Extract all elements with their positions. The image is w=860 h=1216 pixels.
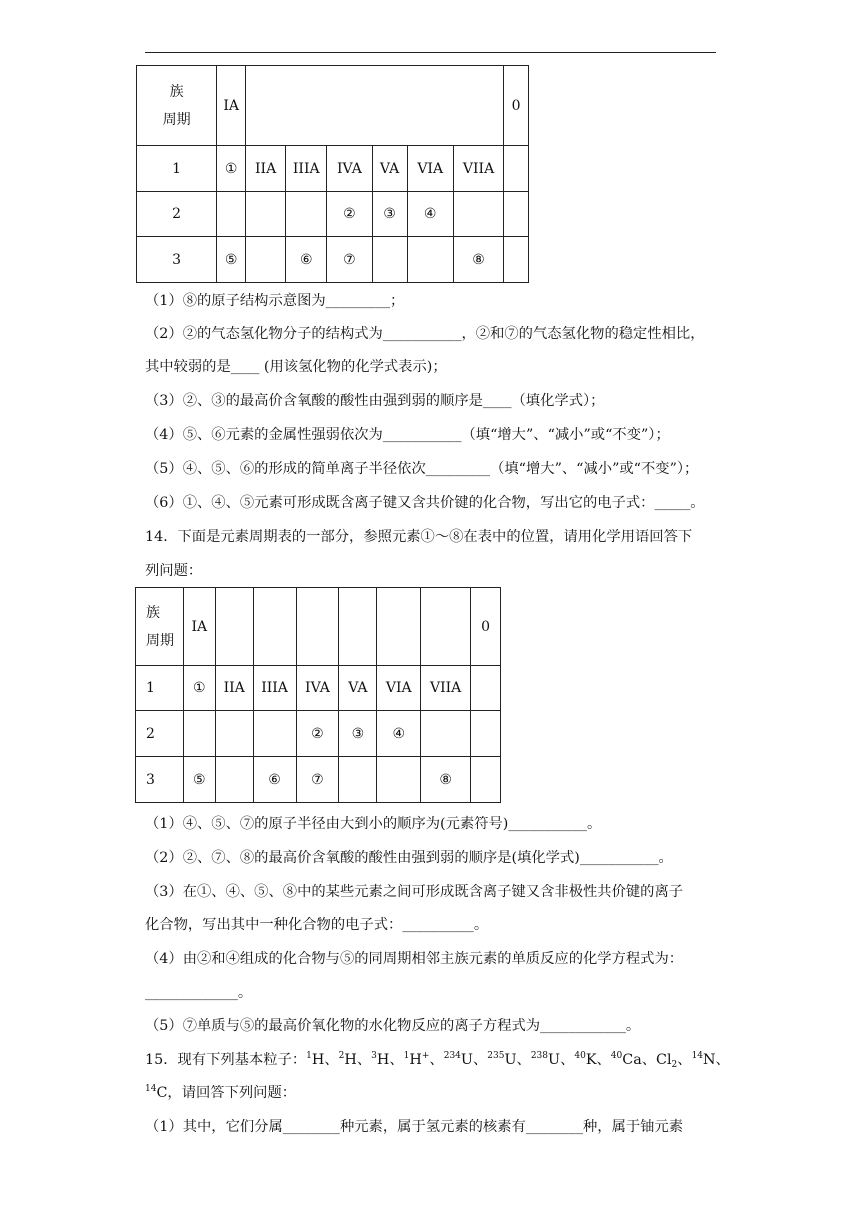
particle bbox=[531, 1052, 560, 1068]
table-cell: 3 bbox=[136, 757, 184, 803]
table-cell bbox=[246, 237, 286, 283]
table-cell: IIIA bbox=[286, 146, 327, 192]
table-cell: ④ bbox=[377, 711, 421, 757]
particle bbox=[444, 1052, 473, 1068]
table-cell: IIA bbox=[246, 146, 286, 192]
q14-item-2: （2）②、⑦、⑧的最高价含氧酸的酸性由强到弱的顺序是(填化学式)___________。 bbox=[145, 850, 673, 866]
col-ia: IA bbox=[183, 588, 215, 666]
particle-mass: 1 bbox=[306, 1051, 312, 1061]
table-cell bbox=[471, 666, 501, 711]
table-row bbox=[137, 146, 529, 192]
table-cell: ② bbox=[296, 711, 339, 757]
particle-symbol: H bbox=[376, 1052, 390, 1068]
table-cell: VA bbox=[372, 146, 407, 192]
particle bbox=[339, 1052, 357, 1068]
particle-mass: 234 bbox=[443, 1051, 461, 1061]
separator: 、 bbox=[356, 1052, 372, 1068]
particle-subscript: 2 bbox=[671, 1060, 678, 1070]
table-cell: IVA bbox=[327, 146, 372, 192]
q15-intro-line2 bbox=[145, 1083, 296, 1103]
col-0: 0 bbox=[471, 588, 501, 666]
col-ia: IA bbox=[217, 66, 246, 146]
q14-item-4a: （4）由②和④组成的化合物与⑤的同周期相邻主族元素的单质反应的化学方程式为： bbox=[145, 951, 684, 967]
particle bbox=[371, 1052, 389, 1068]
q13-item-1: （1）⑧的原子结构示意图为_________； bbox=[145, 293, 405, 309]
table-cell bbox=[504, 237, 529, 283]
table-row bbox=[136, 711, 501, 757]
q15-intro-lead: 15．现有下列基本粒子： bbox=[145, 1052, 307, 1068]
q14-item-5: （5）⑦单质与⑤的最高价氧化物的水化物反应的离子方程式为____________。 bbox=[145, 1018, 641, 1034]
separator: 、 bbox=[641, 1052, 657, 1068]
table-cell bbox=[471, 711, 501, 757]
period-label: 周期 bbox=[162, 111, 191, 128]
table-cell bbox=[377, 588, 421, 666]
q14-intro-a: 14．下面是元素周期表的一部分，参照元素①～⑧在表中的位置，请用化学用语回答下 bbox=[145, 529, 693, 545]
table-cell: ⑦ bbox=[327, 237, 372, 283]
table-cell: IIA bbox=[215, 666, 253, 711]
table-cell: VIA bbox=[407, 146, 453, 192]
particle-symbol: U bbox=[504, 1052, 517, 1068]
periodic-table-2 bbox=[135, 587, 501, 803]
table-cell: ③ bbox=[372, 192, 407, 237]
particle-mass: 14 bbox=[691, 1051, 704, 1061]
table-cell: 1 bbox=[136, 666, 184, 711]
separator: 、 bbox=[677, 1052, 692, 1068]
particle-symbol: N bbox=[703, 1052, 716, 1068]
particle bbox=[487, 1052, 516, 1068]
table-cell: ⑥ bbox=[286, 237, 327, 283]
table-cell: 1 bbox=[137, 146, 217, 192]
header-rule bbox=[145, 52, 716, 53]
table-cell: IVA bbox=[296, 666, 339, 711]
periodic-table-1 bbox=[136, 65, 529, 283]
table-cell bbox=[286, 192, 327, 237]
q13-item-2b: 其中较弱的是____ (用该氢化物的化学式表示)； bbox=[145, 359, 447, 375]
table-cell: ⑥ bbox=[253, 757, 296, 803]
table-cell bbox=[215, 588, 253, 666]
group-label: 族 bbox=[146, 604, 160, 621]
separator: 、 bbox=[472, 1052, 488, 1068]
separator: 、 bbox=[429, 1052, 444, 1068]
table-cell bbox=[253, 711, 296, 757]
table-cell bbox=[504, 146, 529, 192]
table-row bbox=[136, 666, 501, 711]
particle-symbol: H bbox=[344, 1052, 357, 1068]
particle-mass: 1 bbox=[403, 1051, 410, 1061]
corner-cell bbox=[136, 588, 184, 666]
q15-intro bbox=[145, 1050, 730, 1070]
q14-item-3b: 化合物，写出其中一种化合物的电子式：__________。 bbox=[145, 917, 489, 933]
particle bbox=[692, 1052, 716, 1068]
particle-mass: 14 bbox=[145, 1084, 157, 1094]
particle-mass: 2 bbox=[338, 1051, 345, 1061]
q14-item-3a: （3）在①、④、⑤、⑧中的某些元素之间可形成既含离子键又含非极性共价键的离子 bbox=[145, 884, 684, 900]
table-cell: ④ bbox=[407, 192, 453, 237]
table-cell: 2 bbox=[137, 192, 217, 237]
table-cell bbox=[421, 588, 471, 666]
table-cell: 2 bbox=[136, 711, 184, 757]
separator: 、 bbox=[324, 1052, 339, 1068]
table-row bbox=[137, 192, 529, 237]
particle-list bbox=[306, 1052, 730, 1068]
table-row bbox=[137, 237, 529, 283]
separator: 、 bbox=[715, 1052, 730, 1068]
table-cell: VIA bbox=[377, 666, 421, 711]
table-cell bbox=[246, 192, 286, 237]
table-cell: ⑧ bbox=[453, 237, 503, 283]
table-cell bbox=[377, 757, 421, 803]
table-cell: ③ bbox=[339, 711, 377, 757]
table-cell bbox=[453, 192, 503, 237]
table-cell: VIIA bbox=[421, 666, 471, 711]
table-cell bbox=[471, 757, 501, 803]
q15-intro-tail: ，请回答下列问题： bbox=[167, 1085, 297, 1101]
particle-symbol: K bbox=[585, 1052, 597, 1068]
particle-symbol: H bbox=[311, 1052, 325, 1068]
table-cell bbox=[183, 711, 215, 757]
q13-item-2a: （2）②的气态氢化物分子的结构式为___________，②和⑦的气态氢化物的稳定性相比， bbox=[145, 326, 705, 342]
separator: 、 bbox=[560, 1052, 575, 1068]
particle bbox=[611, 1052, 642, 1068]
q13-item-3: （3）②、③的最高价含氧酸的酸性由强到弱的顺序是____（填化学式）； bbox=[145, 393, 605, 409]
particle-symbol: U bbox=[548, 1052, 561, 1068]
particle bbox=[404, 1052, 430, 1068]
table-cell bbox=[253, 588, 296, 666]
col-0: 0 bbox=[504, 66, 529, 146]
table-row bbox=[136, 588, 501, 666]
corner-cell bbox=[137, 66, 217, 146]
table-cell: ⑤ bbox=[217, 237, 246, 283]
table-cell bbox=[421, 711, 471, 757]
particle-mass: 40 bbox=[610, 1051, 623, 1061]
period-label: 周期 bbox=[146, 632, 174, 649]
particle-symbol: Ca bbox=[622, 1052, 642, 1068]
particle-mass: 238 bbox=[530, 1051, 548, 1061]
q14-item-4b: _____________。 bbox=[145, 985, 253, 1001]
table-cell: ① bbox=[217, 146, 246, 192]
table-cell: VA bbox=[339, 666, 377, 711]
table-row bbox=[136, 757, 501, 803]
table-cell: IIIA bbox=[253, 666, 296, 711]
table-cell bbox=[372, 237, 407, 283]
table-cell bbox=[215, 711, 253, 757]
table-cell: ① bbox=[183, 666, 215, 711]
q13-item-6: （6）①、④、⑤元素可形成既含离子键又含共价键的化合物，写出它的电子式：_____。 bbox=[145, 495, 705, 511]
particle-symbol: H bbox=[409, 1052, 422, 1068]
q15-item-1: （1）其中，它们分属________种元素，属于氢元素的核素有________种，属于铀元素 bbox=[145, 1119, 684, 1135]
separator: 、 bbox=[516, 1052, 531, 1068]
q14-intro-b: 列问题： bbox=[145, 563, 203, 579]
table-row bbox=[137, 66, 529, 146]
particle-mass: 40 bbox=[574, 1051, 586, 1061]
particle bbox=[574, 1052, 596, 1068]
particle-symbol: C bbox=[156, 1085, 168, 1101]
separator: 、 bbox=[389, 1052, 404, 1068]
table-cell: ⑧ bbox=[421, 757, 471, 803]
particle-mass: 235 bbox=[487, 1051, 505, 1061]
q13-item-5: （5）④、⑤、⑥的形成的简单离子半径依次_________（填“增大”、“减小”或“不变”）； bbox=[145, 461, 699, 477]
particle-symbol: Cl bbox=[656, 1052, 672, 1068]
q14-item-1: （1）④、⑤、⑦的原子半径由大到小的顺序为(元素符号)___________。 bbox=[145, 816, 602, 832]
table-cell bbox=[339, 757, 377, 803]
table-cell: VIIA bbox=[453, 146, 503, 192]
table-cell: ② bbox=[327, 192, 372, 237]
table-cell: ⑤ bbox=[183, 757, 215, 803]
q13-item-4: （4）⑤、⑥元素的金属性强弱依次为___________（填“增大”、“减小”或“不变”）； bbox=[145, 427, 670, 443]
table-cell bbox=[296, 588, 339, 666]
group-label: 族 bbox=[169, 83, 184, 100]
table-cell bbox=[504, 192, 529, 237]
particle bbox=[656, 1052, 677, 1068]
table-cell bbox=[339, 588, 377, 666]
table-cell bbox=[217, 192, 246, 237]
particle-charge: + bbox=[421, 1051, 430, 1061]
particle-mass: 3 bbox=[371, 1051, 377, 1061]
particle-symbol: U bbox=[460, 1052, 473, 1068]
table-cell bbox=[215, 757, 253, 803]
table-cell: 3 bbox=[137, 237, 217, 283]
merged-header-cell bbox=[246, 66, 504, 146]
separator: 、 bbox=[596, 1052, 611, 1068]
table-cell bbox=[407, 237, 453, 283]
particle bbox=[306, 1052, 324, 1068]
table-cell: ⑦ bbox=[296, 757, 339, 803]
